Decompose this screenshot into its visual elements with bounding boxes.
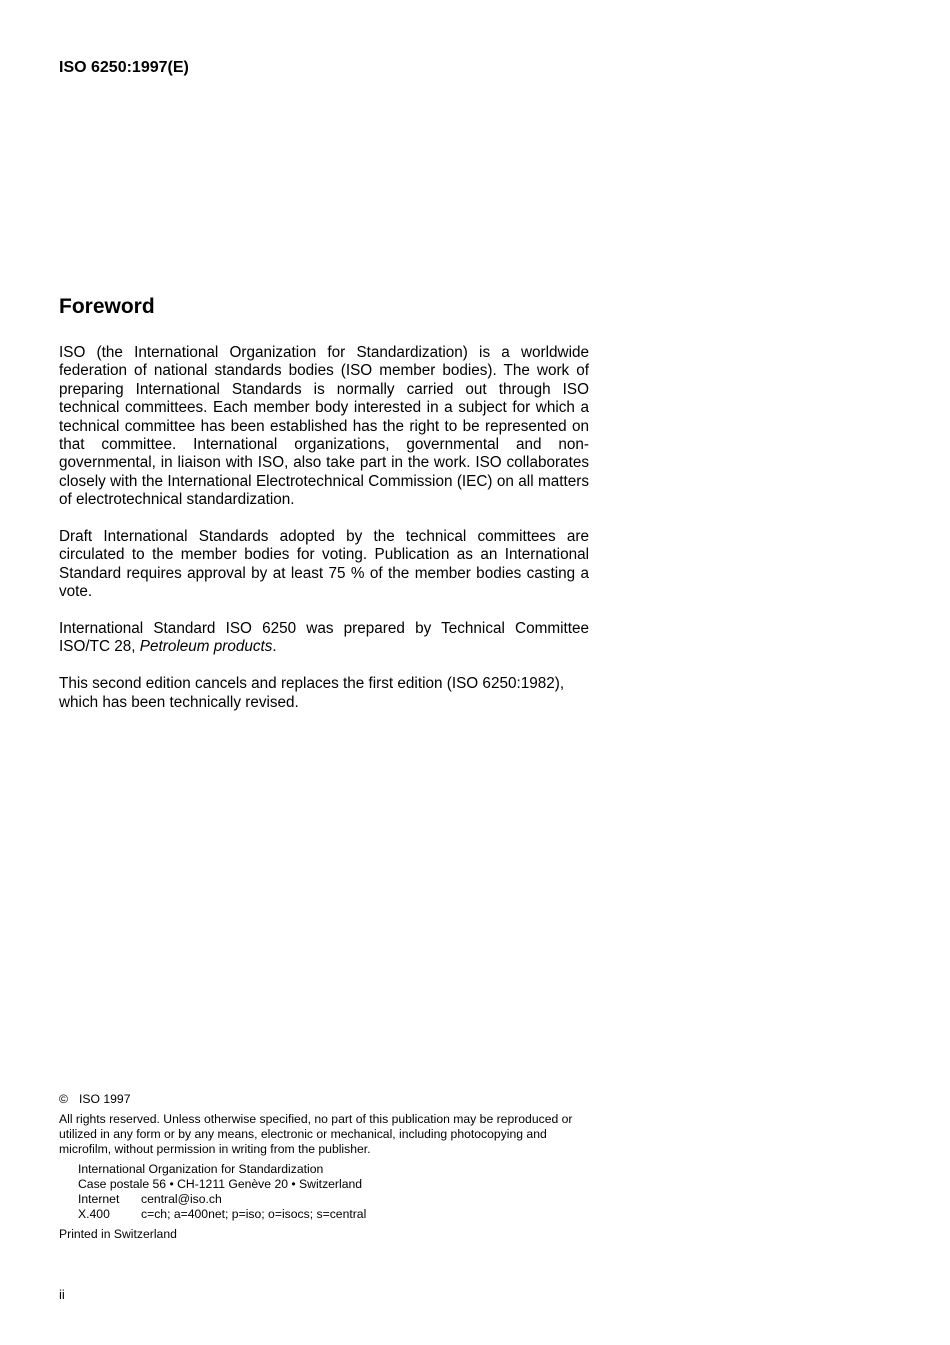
internet-contact <box>59 1192 591 1207</box>
internet-value: central@iso.ch <box>141 1192 222 1206</box>
internet-label: Internet <box>78 1192 120 1206</box>
printed-location: Printed in Switzerland <box>59 1227 177 1241</box>
foreword-heading: Foreword <box>59 295 155 318</box>
foreword-paragraph-4: This second edition cancels and replaces the first edition (ISO 6250:1982), which has been technically revised. <box>59 675 565 711</box>
x400-label: X.400 <box>78 1207 110 1221</box>
foreword-paragraph-1: ISO (the International Organization for Standardization) is a worldwide federation of national standards bodies (ISO member bodies). The work of preparing International Standards is normally carried out through ISO technical committees. Each member body interested in a subject for which a technical committee has been established has the right to be represented on that committee. International organizations, governmental and non-governmental, in liaison with ISO, also take part in the work. ISO collaborates closely with the International Electrotechnical Commission (IEC) on all matters of electrotechnical standardization. <box>59 344 589 509</box>
foreword-paragraph-2: Draft International Standards adopted by the technical committees are circulated to the member bodies for voting. Publication as an International Standard requires approval by at least 75 % of the member bodies casting a vote. <box>59 528 589 601</box>
x400-value: c=ch; a=400net; p=iso; o=isocs; s=central <box>141 1207 367 1221</box>
copyright-line <box>59 1092 591 1107</box>
document-identifier: ISO 6250:1997(E) <box>59 59 189 76</box>
foreword-body <box>59 344 589 730</box>
paragraph-3-text: International Standard ISO 6250 was prepared by Technical Committee ISO/TC 28, <box>59 620 589 656</box>
x400-contact <box>59 1207 591 1222</box>
organization-name: International Organization for Standardization <box>78 1162 324 1176</box>
copyright-block <box>59 1092 591 1242</box>
paragraph-3-end: . <box>272 638 277 656</box>
rights-statement: All rights reserved. Unless otherwise specified, no part of this publication may be reproduced or utilized in any form or by any means, electronic or mechanical, including photocopying and microfilm, without permission in writing from the publisher. <box>59 1112 573 1156</box>
page-number: ii <box>59 1287 65 1302</box>
copyright-year: ISO 1997 <box>79 1092 131 1106</box>
copyright-icon: © <box>59 1092 68 1106</box>
committee-name: Petroleum products <box>139 638 273 656</box>
organization-address: Case postale 56 • CH-1211 Genève 20 • Switzerland <box>78 1177 363 1191</box>
foreword-paragraph-3 <box>59 620 589 657</box>
